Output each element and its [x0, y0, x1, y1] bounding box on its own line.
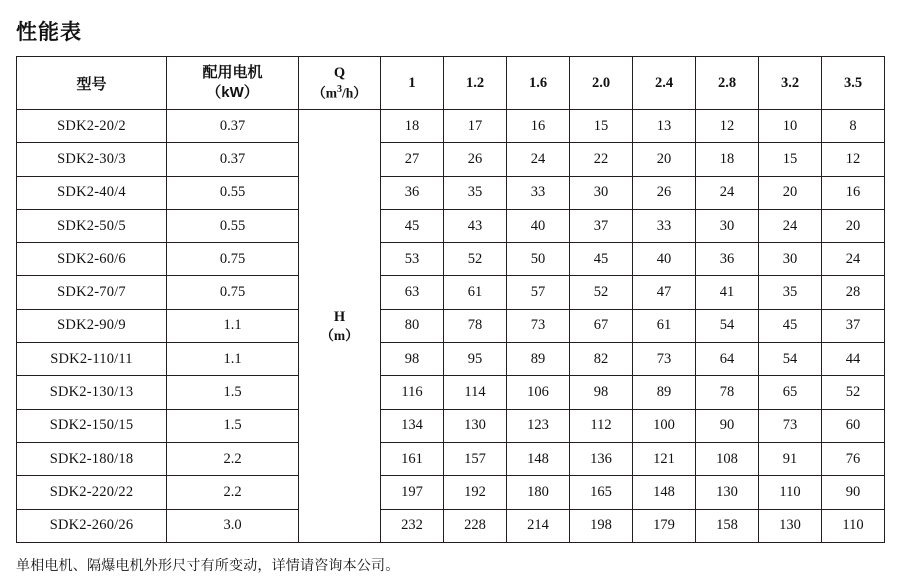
- footnote: 单相电机、隔爆电机外形尺寸有所变动，详情请咨询本公司。: [16, 556, 400, 573]
- cell-head: 78: [696, 376, 759, 409]
- cell-head: 98: [381, 343, 444, 376]
- table-row: [17, 409, 885, 442]
- column-header-flow-3: 1.6: [507, 57, 570, 110]
- cell-head: 26: [444, 143, 507, 176]
- table-header: [17, 57, 885, 110]
- cell-head: 54: [696, 309, 759, 342]
- cell-head: 30: [696, 209, 759, 242]
- cell-head: 116: [381, 376, 444, 409]
- cell-model: SDK2-50/5: [17, 209, 167, 242]
- cell-head: 35: [759, 276, 822, 309]
- cell-head: 89: [633, 376, 696, 409]
- cell-head: 20: [633, 143, 696, 176]
- cell-head: 60: [822, 409, 885, 442]
- cell-power: 0.75: [167, 276, 299, 309]
- table-row: [17, 276, 885, 309]
- cell-head: 134: [381, 409, 444, 442]
- cell-power: 2.2: [167, 442, 299, 475]
- cell-model: SDK2-150/15: [17, 409, 167, 442]
- cell-model: SDK2-110/11: [17, 343, 167, 376]
- cell-head: 35: [444, 176, 507, 209]
- cell-head: 121: [633, 442, 696, 475]
- cell-head: 13: [633, 110, 696, 143]
- flow-unit-pre: （m: [312, 85, 337, 101]
- cell-head: 110: [759, 476, 822, 509]
- cell-head: 148: [633, 476, 696, 509]
- cell-head: 108: [696, 442, 759, 475]
- cell-head: 41: [696, 276, 759, 309]
- cell-head: 18: [696, 143, 759, 176]
- cell-head: 100: [633, 409, 696, 442]
- table-header-row: [17, 57, 885, 110]
- cell-head: 82: [570, 343, 633, 376]
- cell-head: 73: [507, 309, 570, 342]
- table-row: [17, 442, 885, 475]
- cell-head: 78: [444, 309, 507, 342]
- cell-head: 90: [696, 409, 759, 442]
- cell-head: 180: [507, 476, 570, 509]
- cell-power: 1.1: [167, 309, 299, 342]
- cell-head: 228: [444, 509, 507, 542]
- cell-model: SDK2-180/18: [17, 442, 167, 475]
- cell-model: SDK2-20/2: [17, 110, 167, 143]
- cell-head: 114: [444, 376, 507, 409]
- cell-head: 91: [759, 442, 822, 475]
- cell-power: 3.0: [167, 509, 299, 542]
- cell-head: 18: [381, 110, 444, 143]
- cell-head: 110: [822, 509, 885, 542]
- cell-head: 65: [759, 376, 822, 409]
- table-row: [17, 243, 885, 276]
- cell-head: 37: [822, 309, 885, 342]
- cell-model: SDK2-220/22: [17, 476, 167, 509]
- cell-power: 1.5: [167, 376, 299, 409]
- cell-head: 192: [444, 476, 507, 509]
- column-header-model: 型号: [17, 57, 167, 110]
- cell-head: 148: [507, 442, 570, 475]
- cell-head: 53: [381, 243, 444, 276]
- column-header-flow-5: 2.4: [633, 57, 696, 110]
- cell-head: 20: [822, 209, 885, 242]
- cell-head: 12: [696, 110, 759, 143]
- row-header-head: [299, 110, 381, 543]
- cell-head: 20: [759, 176, 822, 209]
- head-unit: （m）: [320, 327, 359, 343]
- flow-unit-exponent: 3: [336, 83, 342, 95]
- column-header-power-line1: 配用电机: [202, 63, 263, 81]
- table-row: [17, 110, 885, 143]
- table-row: [17, 209, 885, 242]
- cell-head: 130: [759, 509, 822, 542]
- cell-head: 52: [822, 376, 885, 409]
- column-header-flow-4: 2.0: [570, 57, 633, 110]
- cell-head: 28: [822, 276, 885, 309]
- performance-table: [16, 56, 885, 543]
- cell-head: 27: [381, 143, 444, 176]
- cell-head: 161: [381, 442, 444, 475]
- cell-model: SDK2-70/7: [17, 276, 167, 309]
- cell-head: 30: [570, 176, 633, 209]
- cell-head: 52: [444, 243, 507, 276]
- cell-head: 33: [507, 176, 570, 209]
- cell-head: 123: [507, 409, 570, 442]
- cell-model: SDK2-30/3: [17, 143, 167, 176]
- cell-head: 73: [633, 343, 696, 376]
- cell-head: 40: [633, 243, 696, 276]
- cell-head: 43: [444, 209, 507, 242]
- cell-model: SDK2-90/9: [17, 309, 167, 342]
- cell-head: 61: [633, 309, 696, 342]
- cell-head: 36: [696, 243, 759, 276]
- cell-head: 37: [570, 209, 633, 242]
- column-header-flow-8: 3.5: [822, 57, 885, 110]
- cell-head: 15: [570, 110, 633, 143]
- cell-power: 0.55: [167, 209, 299, 242]
- cell-head: 80: [381, 309, 444, 342]
- cell-head: 16: [507, 110, 570, 143]
- cell-head: 44: [822, 343, 885, 376]
- table-row: [17, 176, 885, 209]
- cell-head: 16: [822, 176, 885, 209]
- cell-head: 214: [507, 509, 570, 542]
- table-body: [17, 110, 885, 543]
- cell-head: 8: [822, 110, 885, 143]
- cell-power: 0.37: [167, 143, 299, 176]
- cell-head: 98: [570, 376, 633, 409]
- cell-head: 95: [444, 343, 507, 376]
- cell-model: SDK2-40/4: [17, 176, 167, 209]
- cell-power: 1.5: [167, 409, 299, 442]
- cell-head: 12: [822, 143, 885, 176]
- cell-head: 90: [822, 476, 885, 509]
- page-title: 性能表: [16, 21, 82, 44]
- cell-head: 36: [381, 176, 444, 209]
- cell-head: 57: [507, 276, 570, 309]
- cell-head: 50: [507, 243, 570, 276]
- cell-head: 73: [759, 409, 822, 442]
- cell-head: 52: [570, 276, 633, 309]
- cell-head: 165: [570, 476, 633, 509]
- cell-head: 112: [570, 409, 633, 442]
- cell-head: 22: [570, 143, 633, 176]
- cell-head: 24: [507, 143, 570, 176]
- cell-head: 67: [570, 309, 633, 342]
- cell-head: 47: [633, 276, 696, 309]
- cell-model: SDK2-130/13: [17, 376, 167, 409]
- column-header-flow-2: 1.2: [444, 57, 507, 110]
- table-row: [17, 476, 885, 509]
- cell-head: 24: [696, 176, 759, 209]
- table-row: [17, 509, 885, 542]
- cell-head: 179: [633, 509, 696, 542]
- cell-head: 61: [444, 276, 507, 309]
- table-row: [17, 343, 885, 376]
- cell-head: 30: [759, 243, 822, 276]
- head-symbol: H: [333, 308, 346, 325]
- cell-head: 198: [570, 509, 633, 542]
- cell-head: 89: [507, 343, 570, 376]
- cell-head: 136: [570, 442, 633, 475]
- column-header-flow: [299, 57, 381, 110]
- cell-head: 10: [759, 110, 822, 143]
- column-header-flow-6: 2.8: [696, 57, 759, 110]
- cell-head: 15: [759, 143, 822, 176]
- cell-head: 33: [633, 209, 696, 242]
- cell-power: 1.1: [167, 343, 299, 376]
- cell-head: 106: [507, 376, 570, 409]
- cell-head: 40: [507, 209, 570, 242]
- cell-model: SDK2-260/26: [17, 509, 167, 542]
- column-header-flow-7: 3.2: [759, 57, 822, 110]
- cell-head: 232: [381, 509, 444, 542]
- column-header-flow-1: 1: [381, 57, 444, 110]
- cell-head: 130: [444, 409, 507, 442]
- flow-unit: [299, 83, 380, 102]
- cell-head: 63: [381, 276, 444, 309]
- cell-head: 130: [696, 476, 759, 509]
- cell-head: 45: [381, 209, 444, 242]
- cell-head: 45: [570, 243, 633, 276]
- column-header-power-line2: （kW）: [206, 84, 259, 101]
- table-row: [17, 309, 885, 342]
- cell-head: 76: [822, 442, 885, 475]
- cell-power: 2.2: [167, 476, 299, 509]
- cell-head: 197: [381, 476, 444, 509]
- cell-head: 17: [444, 110, 507, 143]
- cell-head: 45: [759, 309, 822, 342]
- flow-unit-post: /h）: [341, 85, 367, 101]
- column-header-power: [167, 57, 299, 110]
- cell-model: SDK2-60/6: [17, 243, 167, 276]
- cell-power: 0.55: [167, 176, 299, 209]
- table-row: [17, 376, 885, 409]
- cell-power: 0.75: [167, 243, 299, 276]
- cell-power: 0.37: [167, 110, 299, 143]
- cell-head: 158: [696, 509, 759, 542]
- cell-head: 26: [633, 176, 696, 209]
- cell-head: 157: [444, 442, 507, 475]
- table-row: [17, 143, 885, 176]
- cell-head: 64: [696, 343, 759, 376]
- cell-head: 24: [822, 243, 885, 276]
- cell-head: 24: [759, 209, 822, 242]
- flow-symbol: Q: [333, 65, 346, 82]
- cell-head: 54: [759, 343, 822, 376]
